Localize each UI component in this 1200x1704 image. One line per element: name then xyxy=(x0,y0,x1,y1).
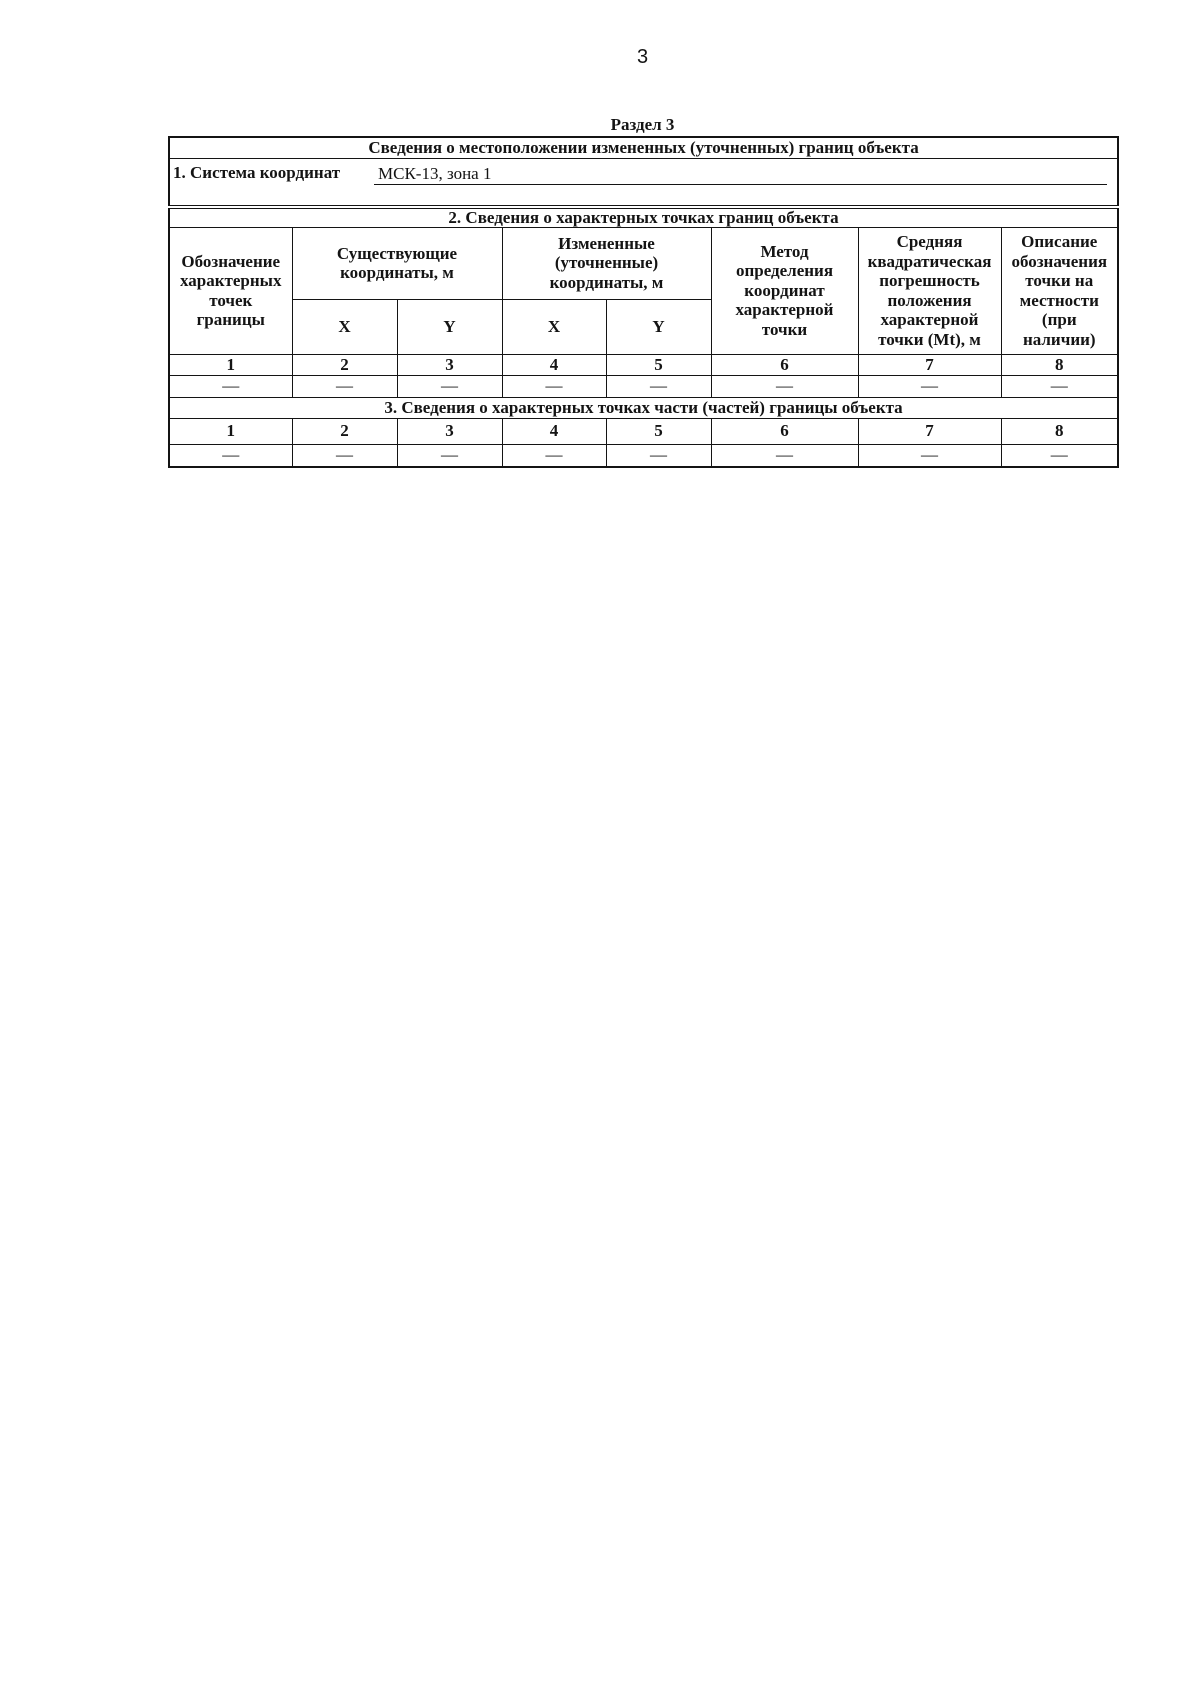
header-existing-coordinates: Существующие координаты, м xyxy=(292,227,502,299)
table-cell: — xyxy=(1001,444,1118,467)
table-cell: — xyxy=(397,375,502,397)
table-cell: — xyxy=(858,375,1001,397)
header-changed-x: X xyxy=(502,299,606,354)
header-point-description: Описание обозначения точки на местности (при наличии) xyxy=(1001,227,1118,354)
table-cell: — xyxy=(292,444,397,467)
header-mean-square-error: Средняя квадратическая погрешность положения характерной точки (Mt), м xyxy=(858,227,1001,354)
column-number-cell: 5 xyxy=(606,418,711,444)
table-cell: — xyxy=(1001,375,1118,397)
table-cell: — xyxy=(858,444,1001,467)
column-number-cell: 1 xyxy=(169,418,292,444)
coordinate-system-label: 1. Система координат xyxy=(173,162,341,182)
column-number-cell: 2 xyxy=(292,354,397,375)
table-cell: — xyxy=(292,375,397,397)
column-number-cell: 6 xyxy=(711,354,858,375)
column-number-cell: 1 xyxy=(169,354,292,375)
column-number-cell: 3 xyxy=(397,418,502,444)
boundary-points-title: 2. Сведения о характерных точках границ объекта xyxy=(169,207,1118,228)
coordinate-system-value: МСК-13, зона 1 xyxy=(374,164,1107,185)
table-cell: — xyxy=(606,375,711,397)
column-number-cell: 8 xyxy=(1001,354,1118,375)
column-number-cell: 6 xyxy=(711,418,858,444)
column-number-cell: 2 xyxy=(292,418,397,444)
column-number-cell: 3 xyxy=(397,354,502,375)
header-existing-y: Y xyxy=(397,299,502,354)
table-cell: — xyxy=(502,375,606,397)
column-number-cell: 7 xyxy=(858,418,1001,444)
column-number-row xyxy=(169,354,1118,375)
boundaries-table xyxy=(168,136,1119,468)
column-number-row xyxy=(169,418,1118,444)
table-cell: — xyxy=(397,444,502,467)
table-cell: — xyxy=(606,444,711,467)
column-number-cell: 7 xyxy=(858,354,1001,375)
coordinate-system-row xyxy=(169,158,1118,207)
column-number-cell: 5 xyxy=(606,354,711,375)
header-method: Метод определения координат характерной точки xyxy=(711,227,858,354)
column-number-cell: 4 xyxy=(502,418,606,444)
header-changed-coordinates: Измененные (уточненные) координаты, м xyxy=(502,227,711,299)
page-number: 3 xyxy=(636,46,649,68)
table-cell: — xyxy=(711,444,858,467)
header-changed-y: Y xyxy=(606,299,711,354)
table-cell: — xyxy=(711,375,858,397)
column-number-cell: 8 xyxy=(1001,418,1118,444)
table-row xyxy=(169,444,1118,467)
column-number-cell: 4 xyxy=(502,354,606,375)
table-title: Сведения о местоположении измененных (уточненных) границ объекта xyxy=(169,137,1118,158)
table-row xyxy=(169,375,1118,397)
table-cell: — xyxy=(502,444,606,467)
part-boundary-points-title: 3. Сведения о характерных точках части (частей) границы объекта xyxy=(169,397,1118,418)
table-cell: — xyxy=(169,444,292,467)
header-point-designation: Обозначение характерных точек границы xyxy=(169,227,292,354)
section-title: Раздел 3 xyxy=(610,115,675,134)
header-existing-x: X xyxy=(292,299,397,354)
table-cell: — xyxy=(169,375,292,397)
